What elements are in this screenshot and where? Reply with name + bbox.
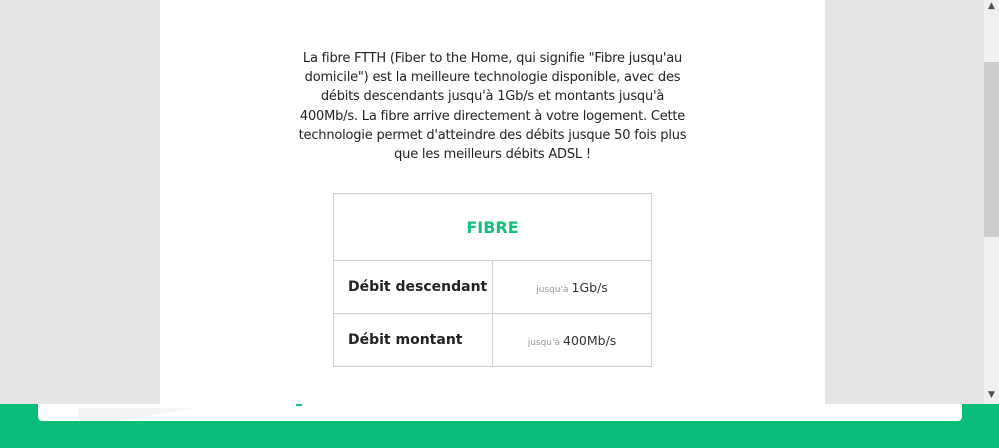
table-row xyxy=(334,314,652,367)
vertical-scrollbar[interactable] xyxy=(984,0,999,404)
scroll-up-icon[interactable]: ▲ xyxy=(988,1,995,11)
fibre-spec-table xyxy=(333,193,652,367)
table-row xyxy=(334,261,652,314)
table-header: FIBRE xyxy=(334,194,652,261)
accent-dash xyxy=(296,404,302,406)
value-text: 1Gb/s xyxy=(571,279,608,295)
content-page xyxy=(160,0,825,404)
value-prefix: jusqu'à xyxy=(536,284,569,295)
value-text: 400Mb/s xyxy=(563,332,617,348)
row-label: Débit descendant xyxy=(334,261,493,314)
scroll-down-icon[interactable]: ▼ xyxy=(988,390,995,400)
scrollbar-thumb[interactable] xyxy=(984,62,999,237)
intro-paragraph: La fibre FTTH (Fiber to the Home, qui signifie "Fibre jusqu'au domicile") est la meilleure technologie disponible, avec des débits descendants jusqu'à 1Gb/s et montants jusqu'à 400Mb/s. La fibre arrive directement à votre logement. Cette technologie permet d'atteindre des débits jusque 50 fois plus que les meilleurs débits ADSL ! xyxy=(298,51,687,163)
footer-card xyxy=(38,404,962,421)
row-value xyxy=(493,261,652,314)
row-label: Débit montant xyxy=(334,314,493,367)
row-value xyxy=(493,314,652,367)
watermark-shape xyxy=(78,408,288,421)
value-prefix: jusqu'à xyxy=(527,337,560,348)
